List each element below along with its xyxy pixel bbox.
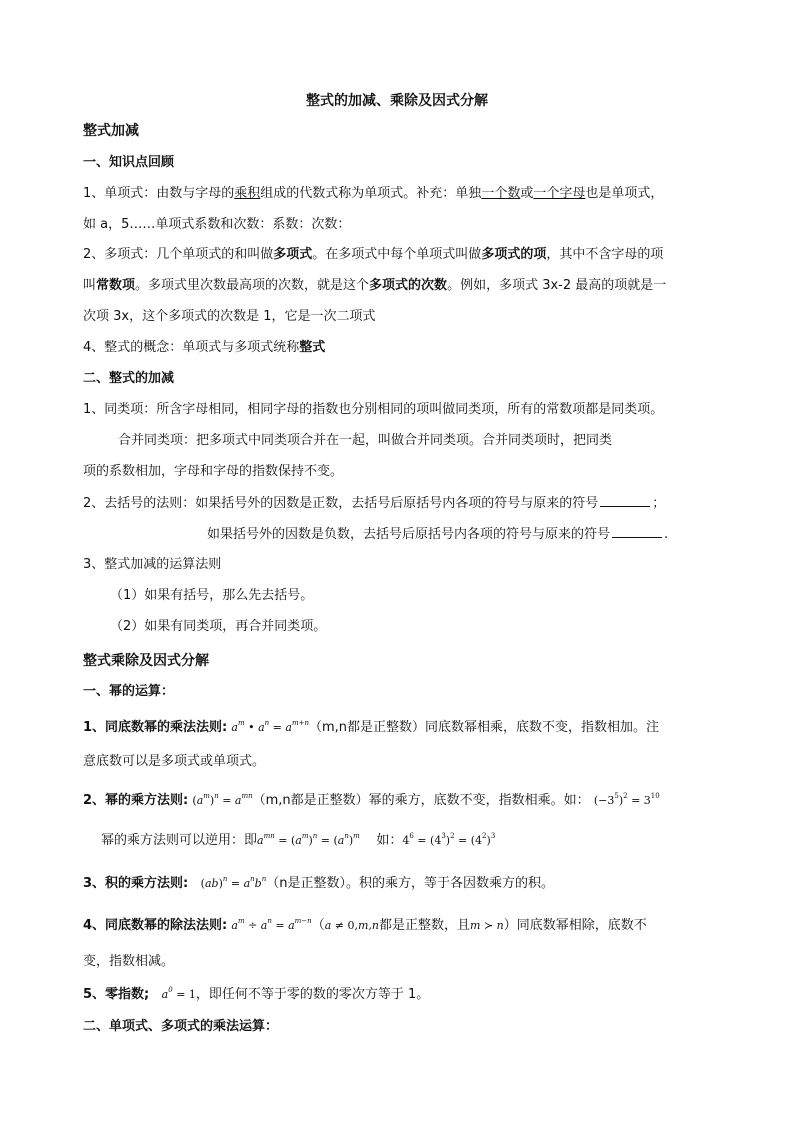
formula-quotient-same-base: $a^m \div a^n = a^{m-n}$ xyxy=(231,917,312,932)
rule-product-same-base: 1、同底数幂的乘法法则: $a^m$ • $a^n = a^{m+n}(m,n$都是正整数）同底数幂相乘，底数不变，指数相加。注 xyxy=(83,719,659,735)
rule-power-of-product: 3、积的乘方法则: $(ab)^n = a^nb^n(n$是正整数）。积的乘方，等于各因数乘方的积。 xyxy=(83,875,554,891)
section-heading-polynomial-add-sub: 整式加减 xyxy=(83,123,139,139)
bracket-rule-negative: 如果括号外的因数是负数，去括号后原括号内各项的符号与原来的符号 . xyxy=(207,527,669,542)
answer-blank[interactable] xyxy=(600,494,650,507)
combine-like-terms-cont: 项的系数相加，字母和字母的指数保持不变。 xyxy=(83,464,344,479)
polynomial-definition-cont: 叫常数项。多项式里次数最高项的次数，就是这个多项式的次数。例如，多项式 3x-2 最高的项就是一 xyxy=(83,278,667,293)
formula-quotient-condition: a ≠ 0,m,n xyxy=(324,919,379,932)
formula-quotient-inequality: m ≻ n xyxy=(470,919,504,932)
rule-power-of-power-reverse: 幂的乘方法则可以逆用：即$a^{mn} = (a^m)^n = (a^n)^m$ 如：$4^6 = (4^3)^2 = (4^2)^3$ xyxy=(101,832,496,848)
add-sub-rules-heading: 3、整式加减的运算法则 xyxy=(83,557,222,572)
section-heading-mul-div-factor: 整式乘除及因式分解 xyxy=(83,653,209,669)
combine-like-terms: 合并同类项：把多项式中同类项合并在一起，叫做合并同类项。合并同类项时，把同类 xyxy=(118,433,613,448)
formula-power-of-product: $(ab)^n = a^nb^n$ xyxy=(200,875,267,890)
rule-quotient-same-base-cont: 变，指数相减。 xyxy=(83,954,175,969)
subheading-power-operations: 一、幂的运算： xyxy=(83,684,175,699)
subheading-review: 一、知识点回顾 xyxy=(83,155,175,170)
integral-expression-definition: 4、整式的概念：单项式与多项式统称整式 xyxy=(83,340,326,355)
formula-power-reverse: $a^{mn} = (a^m)^n = (a^n)^m$ xyxy=(257,832,360,847)
subheading-add-sub: 二、整式的加减 xyxy=(83,371,175,386)
subheading-monomial-polynomial-multiplication: 二、单项式、多项式的乘法运算： xyxy=(83,1019,279,1034)
formula-product-same-base: $a^m$ • $a^n = a^{m+n}$ xyxy=(231,719,309,734)
answer-blank[interactable] xyxy=(612,525,662,538)
add-sub-rule-1: （1）如果有括号，那么先去括号。 xyxy=(110,588,314,603)
polynomial-degree-example: 次项 3x，这个多项式的次数是 1，它是一次二项式 xyxy=(83,309,376,324)
monomial-definition: 1、单项式：由数与字母的乘积组成的代数式称为单项式。补充：单独一个数或一个字母也是单项式， xyxy=(83,186,664,201)
bracket-rule-positive: 2、去括号的法则：如果括号外的因数是正数，去括号后原括号内各项的符号与原来的符号 ； xyxy=(83,496,666,511)
monomial-example: 如 a，5……单项式系数和次数：系数：次数： xyxy=(83,217,351,232)
like-terms-definition: 1、同类项：所含字母相同，相同字母的指数也分别相同的项叫做同类项，所有的常数项都是同类项。 xyxy=(83,402,664,417)
polynomial-definition: 2、多项式：几个单项式的和叫做多项式。在多项式中每个单项式叫做多项式的项，其中不含字母的项 xyxy=(83,247,664,262)
rule-power-of-power: 2、幂的乘方法则: $(a^m)^n = a^{mn}(m,n$都是正整数）幂的乘方，底数不变，指数相乘。如： $(-3^5)^2 = 3^{10}$ xyxy=(83,792,660,808)
formula-power-example: $(-3^5)^2 = 3^{10}$ xyxy=(593,792,660,807)
formula-power-of-power: $(a^m)^n = a^{mn}$ xyxy=(192,792,253,807)
rule-product-same-base-note: 意底数可以是多项式或单项式。 xyxy=(83,754,266,769)
formula-zero-exponent: $a^0 = 1$ xyxy=(161,986,196,1001)
rule-quotient-same-base: 4、同底数幂的除法法则: $a^m \div a^n = a^{m-n}(a \ne 0,m,n$都是正整数，且m ≻ n）同底数幂相除，底数不 xyxy=(83,917,647,933)
formula-reverse-example: $4^6 = (4^3)^2 = (4^2)^3$ xyxy=(402,832,496,847)
rule-zero-exponent: 5、零指数; $a^0 = 1$，即任何不等于零的数的零次方等于 1。 xyxy=(83,986,430,1002)
page-title: 整式的加减、乘除及因式分解 xyxy=(306,93,488,109)
add-sub-rule-2: （2）如果有同类项，再合并同类项。 xyxy=(110,619,327,634)
